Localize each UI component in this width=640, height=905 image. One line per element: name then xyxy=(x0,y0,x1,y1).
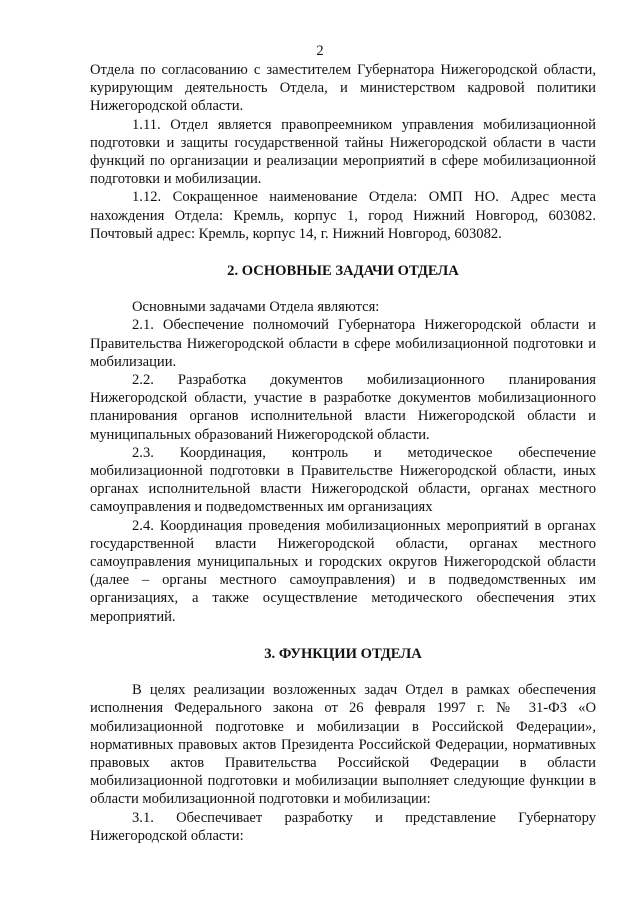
section-3-heading: 3. ФУНКЦИИ ОТДЕЛА xyxy=(264,645,422,662)
paragraph-continuation: Отдела по согласованию с заместителем Губернатора Нижегородской области, курирующим деятельность Отдела, и министерством кадровой политики Нижегородской области. xyxy=(90,62,596,115)
section-2-lead: Основными задачами Отдела являются: xyxy=(132,299,380,316)
section-2-heading: 2. ОСНОВНЫЕ ЗАДАЧИ ОТДЕЛА xyxy=(227,263,459,280)
task-2-3: 2.3. Координация, контроль и методическое обеспечение мобилизационной подготовки в Правительстве Нижегородской области, иных органах исполнительной власти Нижегородской области, органах местного самоуправления и подведомственных им организациях xyxy=(90,444,596,516)
task-2-2: 2.2. Разработка документов мобилизационного планирования Нижегородской области, участие в разработке документов мобилизационного планирования органов исполнительной власти Нижегородской области и муниципальных образований Нижегородской области. xyxy=(90,372,596,443)
task-2-4: 2.4. Координация проведения мобилизационных мероприятий в органах государственной власти Нижегородской области, органах местного самоуправления муниципальных и городских округов Нижегородской области (далее – органы местного самоуправления) и в подведомственных им организациях, а также осуществление методического обеспечения этих мероприятий. xyxy=(90,517,596,625)
page-number: 2 xyxy=(316,43,324,59)
task-2-1: 2.1. Обеспечение полномочий Губернатора Нижегородской области и Правительства Нижегородской области в сфере мобилизационной подготовки и мобилизации. xyxy=(90,317,596,370)
function-3-1: 3.1. Обеспечивает разработку и представление Губернатору Нижегородской области: xyxy=(90,809,596,844)
paragraph-1-11: 1.11. Отдел является правопреемником управления мобилизационной подготовки и защиты государственной тайны Нижегородской области в части функций по организации и реализации мероприятий в сфере мобилизационной подготовки и мобилизации. xyxy=(90,116,596,188)
section-3-lead: В целях реализации возложенных задач Отдел в рамках обеспечения исполнения Федерального закона от 26 февраля 1997 г. № 31-ФЗ «О мобилизационной подготовке и мобилизации в Российской Федерации», нормативных правовых актов Президента Российской Федерации, нормативных правовых актов Правительства Российской Федерации в области мобилизационной подготовки и мобилизации выполняет следующие функции в области мобилизационной подготовки и мобилизации: xyxy=(90,682,596,808)
paragraph-1-12: 1.12. Сокращенное наименование Отдела: ОМП НО. Адрес места нахождения Отдела: Кремль, корпус 1, город Нижний Новгород, 603082. Почтовый адрес: Кремль, корпус 14, г. Нижний Новгород, 603082. xyxy=(90,189,596,242)
document-body xyxy=(90,61,596,845)
